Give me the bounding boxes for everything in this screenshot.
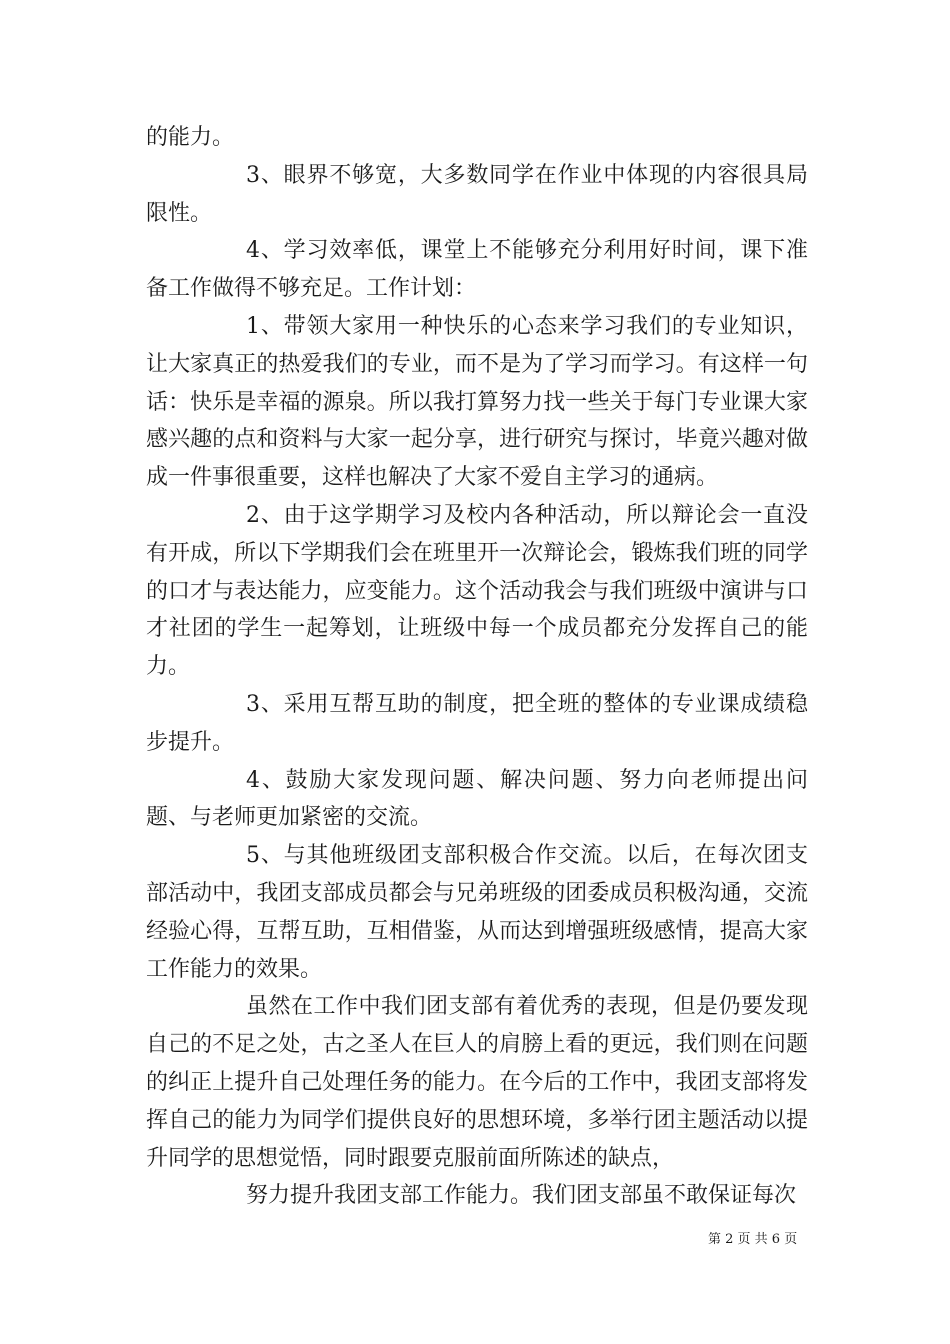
paragraph-5: 2、由于这学期学习及校内各种活动，所以辩论会一直没有开成，所以下学期我们会在班里开一次辩论会，锻炼我们班的同学的口才与表达能力，应变能力。这个活动我会与我们班级中演讲与口才社团的学生一起筹划，让班级中每一个成员都充分发挥自己的能力。 [146, 502, 808, 680]
paragraph-10: 努力提升我团支部工作能力。我们团支部虽不敢保证每次 [246, 1183, 797, 1209]
document-body [146, 119, 808, 1215]
paragraph-4: 1、带领大家用一种快乐的心态来学习我们的专业知识，让大家真正的热爱我们的专业，而不是为了学习而学习。有这样一句话：快乐是幸福的源泉。所以我打算努力找一些关于每门专业课大家感兴趣的点和资料与大家一起分享，进行研究与探讨，毕竟兴趣对做成一件事很重要，这样也解决了大家不爱自主学习的通病。 [146, 313, 808, 491]
paragraph-2: 3、眼界不够宽，大多数同学在作业中体现的内容很具局限性。 [146, 162, 808, 226]
paragraph-8: 5、与其他班级团支部积极合作交流。以后，在每次团支部活动中，我团支部成员都会与兄弟班级的团委成员积极沟通，交流经验心得，互帮互助，互相借鉴，从而达到增强班级感情，提高大家工作能力的效果。 [146, 843, 808, 982]
paragraph-6: 3、采用互帮互助的制度，把全班的整体的专业课成绩稳步提升。 [146, 691, 808, 755]
paragraph-1: 的能力。 [146, 125, 235, 150]
page-number-footer: 第 2 页 共 6 页 [708, 1232, 798, 1247]
paragraph-7: 4、鼓励大家发现问题、解决问题、努力向老师提出问题、与老师更加紧密的交流。 [146, 767, 808, 831]
paragraph-9: 虽然在工作中我们团支部有着优秀的表现，但是仍要发现自己的不足之处，古之圣人在巨人的肩膀上看的更远，我们则在问题的纠正上提升自己处理任务的能力。在今后的工作中，我团支部将发挥自己的能力为同学们提供良好的思想环境，多举行团主题活动以提升同学的思想觉悟，同时跟要克服前面所陈述的缺点， [146, 994, 808, 1171]
paragraph-3: 4、学习效率低，课堂上不能够充分利用好时间，课下准备工作做得不够充足。工作计划： [146, 238, 808, 302]
